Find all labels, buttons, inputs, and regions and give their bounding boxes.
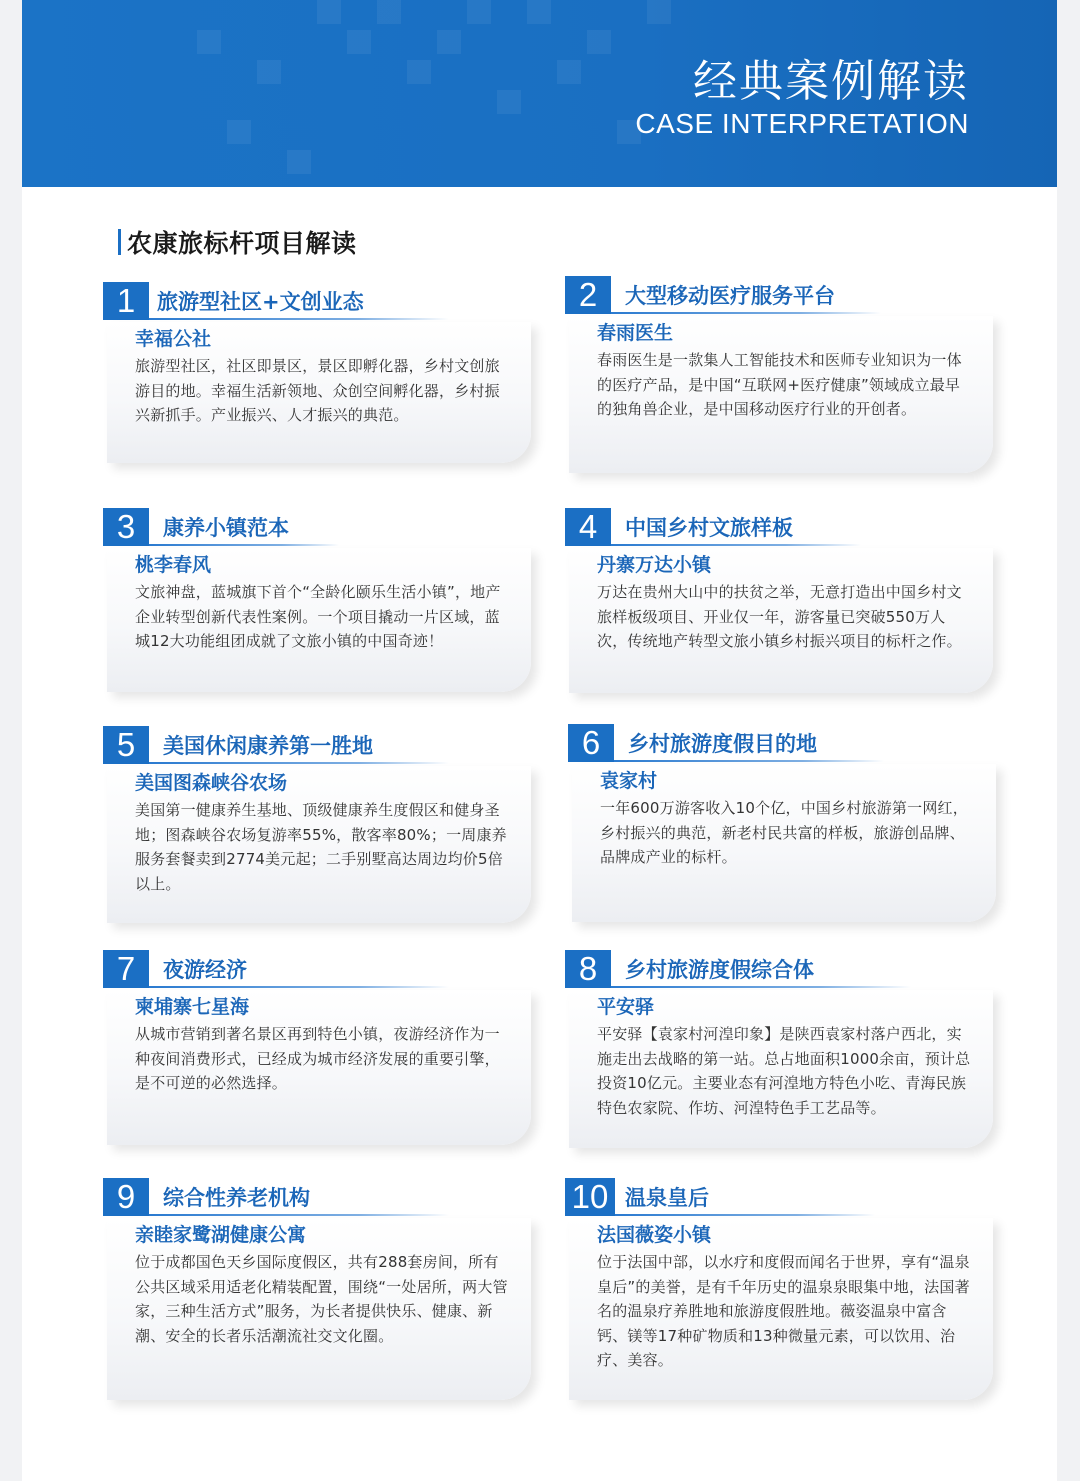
section-heading bbox=[118, 224, 357, 260]
title-underline bbox=[149, 986, 449, 988]
title-underline bbox=[149, 318, 449, 320]
case-card-9 bbox=[103, 1178, 533, 1345]
case-body bbox=[569, 316, 993, 473]
title-underline bbox=[615, 1214, 875, 1216]
case-header bbox=[568, 724, 998, 766]
case-body bbox=[569, 548, 993, 693]
case-header bbox=[565, 276, 995, 318]
case-card-7 bbox=[103, 950, 533, 1092]
case-description: 一年600万游客收入10个亿，中国乡村旅游第一网红，乡村振兴的典范，新老村民共富的样板，旅游创品牌、品牌成产业的标杆。 bbox=[600, 799, 968, 866]
title-underline bbox=[149, 1214, 449, 1216]
case-title: 乡村旅游度假综合体 bbox=[625, 958, 814, 982]
case-number: 1 bbox=[103, 282, 149, 320]
case-card-6 bbox=[568, 724, 998, 866]
case-description: 平安驿【袁家村河湟印象】是陕西袁家村落户西北，实施走出去战略的第一站。总占地面积1000余亩，预计总投资10亿元。主要业态有河湟地方特色小吃、青海民族特色农家院、作坊、河湟特色手工艺品等。 bbox=[597, 1025, 971, 1117]
case-header bbox=[103, 1178, 533, 1220]
case-number: 4 bbox=[565, 508, 611, 546]
title-underline bbox=[149, 544, 339, 546]
case-title: 乡村旅游度假目的地 bbox=[628, 732, 817, 756]
case-body bbox=[572, 764, 996, 922]
title-underline bbox=[611, 312, 881, 314]
case-header bbox=[103, 950, 533, 992]
case-header bbox=[565, 508, 995, 550]
banner-subtitle: CASE INTERPRETATION bbox=[635, 108, 969, 139]
case-number: 3 bbox=[103, 508, 149, 546]
case-card-5 bbox=[103, 726, 533, 893]
case-card-2 bbox=[565, 276, 995, 418]
case-description: 春雨医生是一款集人工智能技术和医师专业知识为一体的医疗产品，是中国“互联网+医疗健康”领域成立最早的独角兽企业，是中国移动医疗行业的开创者。 bbox=[597, 351, 962, 418]
case-description: 从城市营销到著名景区再到特色小镇，夜游经济作为一种夜间消费形式，已经成为城市经济发展的重要引擎，是不可逆的必然选择。 bbox=[135, 1025, 500, 1092]
case-card-4 bbox=[565, 508, 995, 650]
case-name: 柬埔寨七星海 bbox=[135, 996, 250, 1018]
case-name: 法国薇姿小镇 bbox=[597, 1224, 712, 1246]
page bbox=[22, 0, 1057, 1481]
section-accent-bar bbox=[118, 229, 121, 255]
case-body bbox=[107, 766, 531, 923]
case-body bbox=[107, 322, 531, 463]
title-underline bbox=[611, 544, 861, 546]
case-description: 位于成都国色天乡国际度假区，共有288套房间，所有公共区域采用适老化精装配置，围绕“一处居所，两大管家，三种生活方式”服务，为长者提供快乐、健康、新潮、安全的长者乐活潮流社交文化圈。 bbox=[135, 1253, 508, 1345]
case-title: 温泉皇后 bbox=[625, 1186, 709, 1210]
section-title: 农康旅标杆项目解读 bbox=[127, 229, 357, 258]
case-number: 9 bbox=[103, 1178, 149, 1216]
case-number: 5 bbox=[103, 726, 149, 764]
case-title: 中国乡村文旅样板 bbox=[625, 516, 793, 540]
case-header bbox=[565, 1178, 995, 1220]
case-title: 夜游经济 bbox=[163, 958, 247, 982]
case-number: 6 bbox=[568, 724, 614, 762]
case-number: 10 bbox=[565, 1178, 615, 1216]
title-underline bbox=[614, 760, 884, 762]
case-title: 大型移动医疗服务平台 bbox=[625, 284, 835, 308]
case-description: 万达在贵州大山中的扶贫之举，无意打造出中国乡村文旅样板级项目、开业仅一年，游客量已突破550万人次，传统地产转型文旅小镇乡村振兴项目的标杆之作。 bbox=[597, 583, 962, 650]
case-card-1 bbox=[103, 282, 533, 424]
case-name: 桃李春风 bbox=[135, 554, 212, 576]
case-header bbox=[565, 950, 995, 992]
case-name: 平安驿 bbox=[597, 996, 655, 1018]
case-name: 袁家村 bbox=[600, 770, 658, 792]
case-number: 8 bbox=[565, 950, 611, 988]
case-description: 位于法国中部，以水疗和度假而闻名于世界，享有“温泉皇后”的美誉，是有千年历史的温泉泉眼集中地，法国著名的温泉疗养胜地和旅游度假胜地。薇姿温泉中富含钙、镁等17种矿物质和13种微量元素，可以饮用、治疗、美容。 bbox=[597, 1253, 970, 1369]
case-name: 丹寨万达小镇 bbox=[597, 554, 712, 576]
case-header bbox=[103, 508, 533, 550]
case-name: 亲睦家鹭湖健康公寓 bbox=[135, 1224, 307, 1246]
case-description: 美国第一健康养生基地、顶级健康养生度假区和健身圣地；图森峡谷农场复游率55%，散客率80%；一周康养服务套餐卖到2774美元起；二手别墅高达周边均价5倍以上。 bbox=[135, 801, 507, 893]
case-description: 旅游型社区，社区即景区，景区即孵化器，乡村文创旅游目的地。幸福生活新领地、众创空间孵化器，乡村振兴新抓手。产业振兴、人才振兴的典范。 bbox=[135, 357, 500, 424]
case-name: 幸福公社 bbox=[135, 328, 212, 350]
banner-title: 经典案例解读 bbox=[693, 56, 969, 107]
case-name: 春雨医生 bbox=[597, 322, 674, 344]
case-card-10 bbox=[565, 1178, 995, 1369]
case-title: 综合性养老机构 bbox=[163, 1186, 310, 1210]
case-title: 美国休闲康养第一胜地 bbox=[163, 734, 373, 758]
case-card-8 bbox=[565, 950, 995, 1117]
case-title: 康养小镇范本 bbox=[163, 516, 289, 540]
case-body bbox=[107, 548, 531, 692]
case-title: 旅游型社区+文创业态 bbox=[157, 290, 364, 314]
title-underline bbox=[149, 762, 449, 764]
case-number: 2 bbox=[565, 276, 611, 314]
case-header bbox=[103, 282, 533, 324]
header-banner bbox=[22, 0, 1057, 187]
case-body bbox=[107, 990, 531, 1145]
case-header bbox=[103, 726, 533, 768]
case-body bbox=[107, 1218, 531, 1400]
case-body bbox=[569, 990, 993, 1148]
case-description: 文旅神盘，蓝城旗下首个“全龄化颐乐生活小镇”，地产企业转型创新代表性案例。一个项目撬动一片区域，蓝城12大功能组团成就了文旅小镇的中国奇迹！ bbox=[135, 583, 501, 650]
case-name: 美国图森峡谷农场 bbox=[135, 772, 288, 794]
case-body bbox=[569, 1218, 993, 1400]
case-number: 7 bbox=[103, 950, 149, 988]
case-card-3 bbox=[103, 508, 533, 650]
title-underline bbox=[611, 986, 911, 988]
